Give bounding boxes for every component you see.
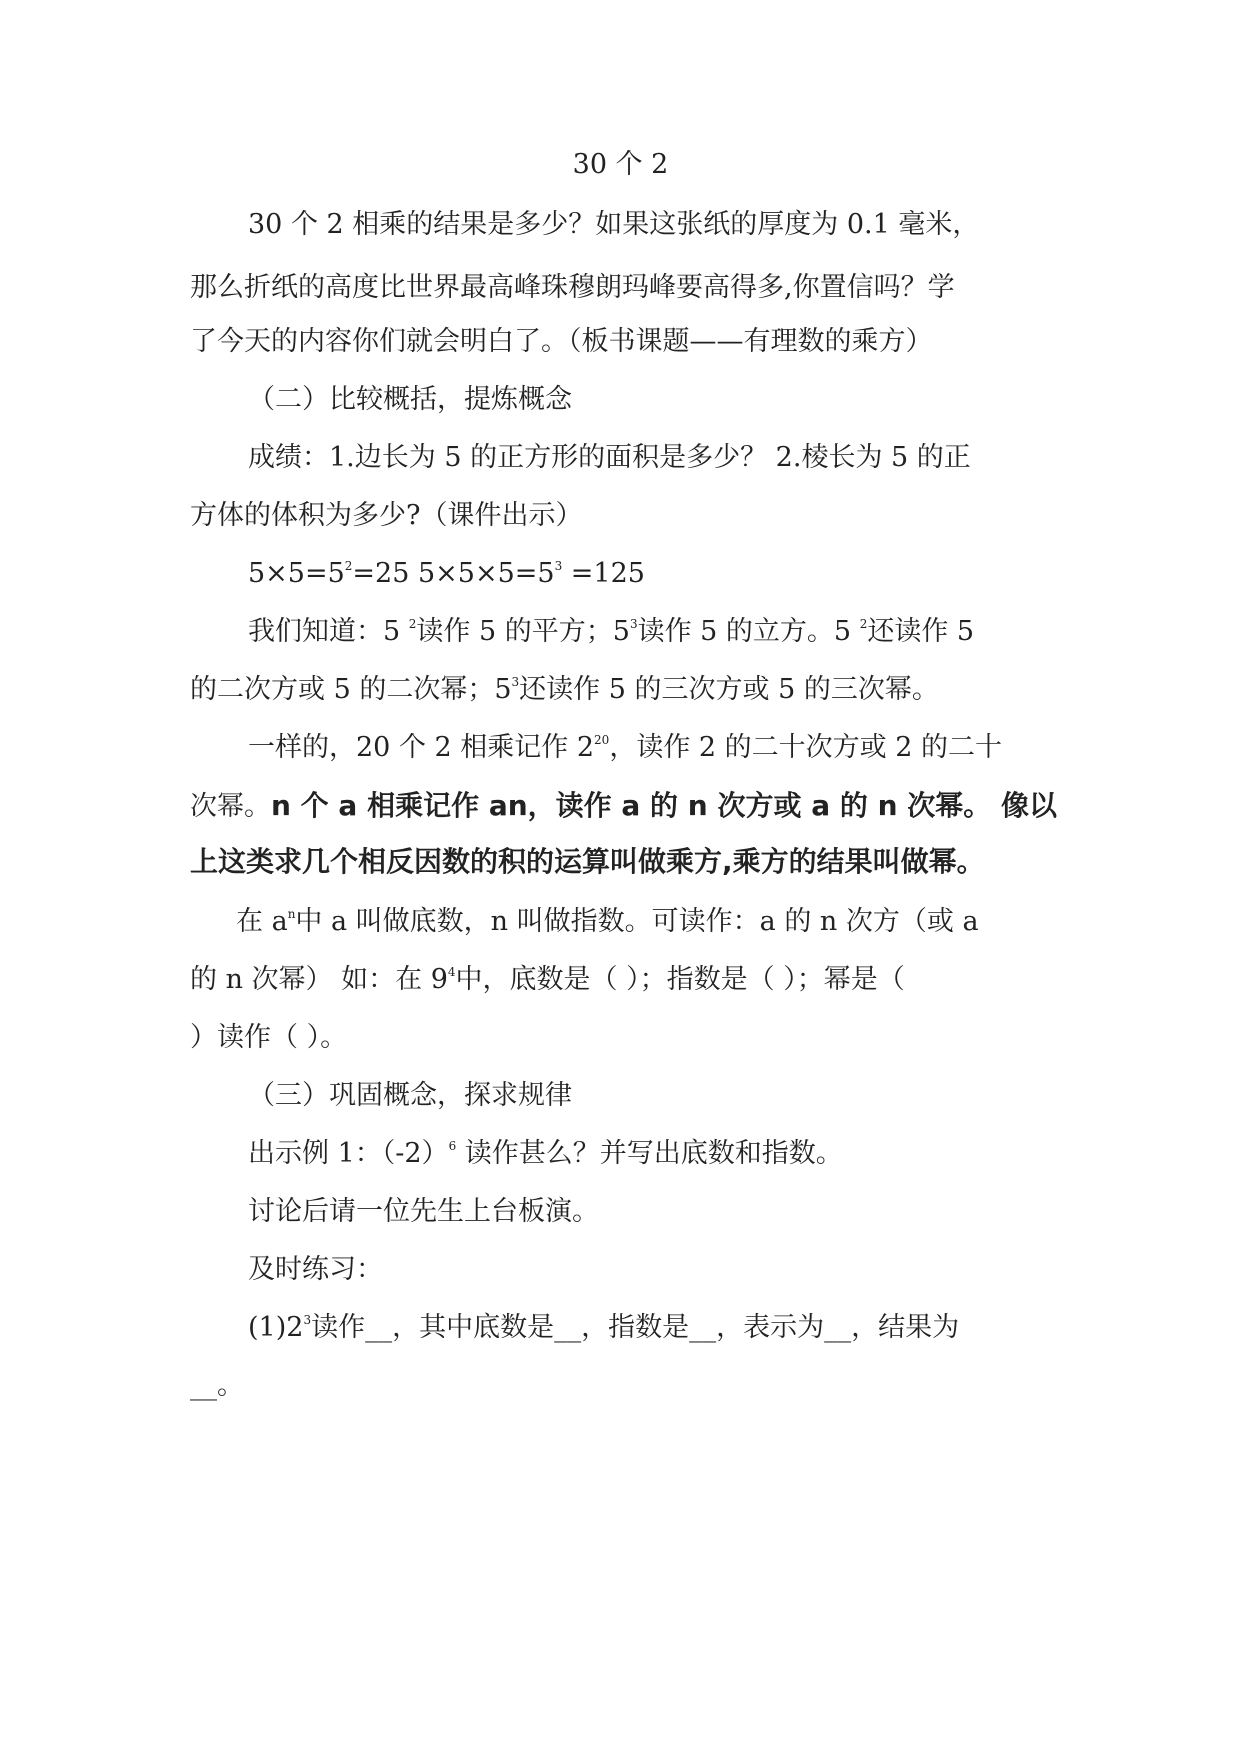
formula-part-c: =125 — [562, 558, 645, 589]
definition-line-2 — [190, 670, 939, 710]
power-definition-bold: 上这类求几个相反因数的积的运算叫做乘方,乘方的结果叫做幂。 — [190, 845, 985, 878]
text-run: 读作 5 的立方。5 — [637, 616, 860, 647]
section-heading-3: （三）巩固概念，探求规律 — [248, 1080, 572, 1111]
question-line-2: 方体的体积为多少?（课件出示） — [190, 500, 583, 531]
exponent: 4 — [447, 965, 456, 979]
intro-line-2: 那么折纸的高度比世界最高峰珠穆朗玛峰要高得多,你置信吗？学 — [190, 272, 955, 303]
text-run: 还读作 5 的三次方或 5 的三次幂。 — [519, 674, 939, 705]
exponent: 3 — [554, 559, 563, 573]
text-run: 读作甚么？并写出底数和指数。 — [456, 1138, 843, 1169]
intro-line-3: 了今天的内容你们就会明白了。（板书课题——有理数的乘方） — [190, 326, 933, 357]
text-run: 中 a 叫做底数，n 叫做指数。可读作：a 的 n 次方（或 a — [295, 906, 979, 937]
bold-definition: n 个 a 相乘记作 a — [271, 789, 508, 822]
text-run: 的 n 次幂） 如：在 9 — [190, 964, 448, 995]
section-heading-2: （二）比较概括，提炼概念 — [248, 384, 572, 415]
exercise-1-line-1 — [248, 1308, 959, 1348]
power-line-1 — [248, 728, 1002, 768]
base-exponent-line-2 — [190, 960, 905, 1000]
text-run: 读作__，其中底数是__，指数是__，表示为__，结果为 — [311, 1312, 960, 1343]
text-run: 读作 5 的平方；5 — [416, 616, 630, 647]
formula-part-a: 5×5=5 — [248, 558, 345, 589]
text-run: 中，底数是（ ）；指数是（ ）；幂是（ — [455, 964, 905, 995]
text-run: ，读作 2 的二十次方或 2 的二十 — [609, 732, 1003, 763]
exponent: 3 — [511, 675, 520, 689]
exponent: 3 — [303, 1313, 312, 1327]
text-run: 次幂。 — [190, 791, 271, 822]
exponent: 20 — [594, 733, 610, 747]
exercise-1-line-2: __。 — [190, 1370, 244, 1401]
exponent: 3 — [629, 617, 638, 631]
page-title: 30 个 2 — [572, 149, 669, 180]
text-run: 还读作 5 — [867, 616, 975, 647]
text-run: 在 a — [236, 906, 288, 937]
exponent: n — [287, 907, 296, 921]
exponent: 6 — [448, 1139, 457, 1153]
exponent: 2 — [344, 559, 353, 573]
formula-line — [248, 554, 645, 594]
bold-definition: ，读作 a 的 n 次方或 a 的 n 次幂。 像以 — [527, 789, 1058, 822]
text-run: 一样的，20 个 2 相乘记作 2 — [248, 732, 595, 763]
question-line-1: 成绩：1.边长为 5 的正方形的面积是多少？ 2.棱长为 5 的正 — [248, 442, 971, 473]
example-1-line — [248, 1134, 843, 1174]
exponent: 2 — [859, 617, 868, 631]
intro-line-1: 30 个 2 相乘的结果是多少？如果这张纸的厚度为 0.1 毫米， — [248, 209, 980, 240]
text-run: 的二次方或 5 的二次幂；5 — [190, 674, 512, 705]
power-line-2 — [190, 786, 1057, 827]
base-exponent-line-1 — [236, 902, 979, 942]
text-run: (1)2 — [248, 1312, 304, 1343]
text-run: 我们知道：5 — [248, 616, 409, 647]
practice-heading: 及时练习： — [248, 1254, 383, 1285]
exponent: n — [507, 789, 528, 822]
formula-part-b: =25 5×5×5=5 — [352, 558, 555, 589]
text-run: 出示例 1：（-2） — [248, 1138, 449, 1169]
discussion-line: 讨论后请一位先生上台板演。 — [248, 1196, 599, 1227]
exponent: 2 — [408, 617, 417, 631]
definition-line-1 — [248, 612, 974, 652]
base-exponent-line-3: ）读作（ ）。 — [190, 1022, 348, 1053]
